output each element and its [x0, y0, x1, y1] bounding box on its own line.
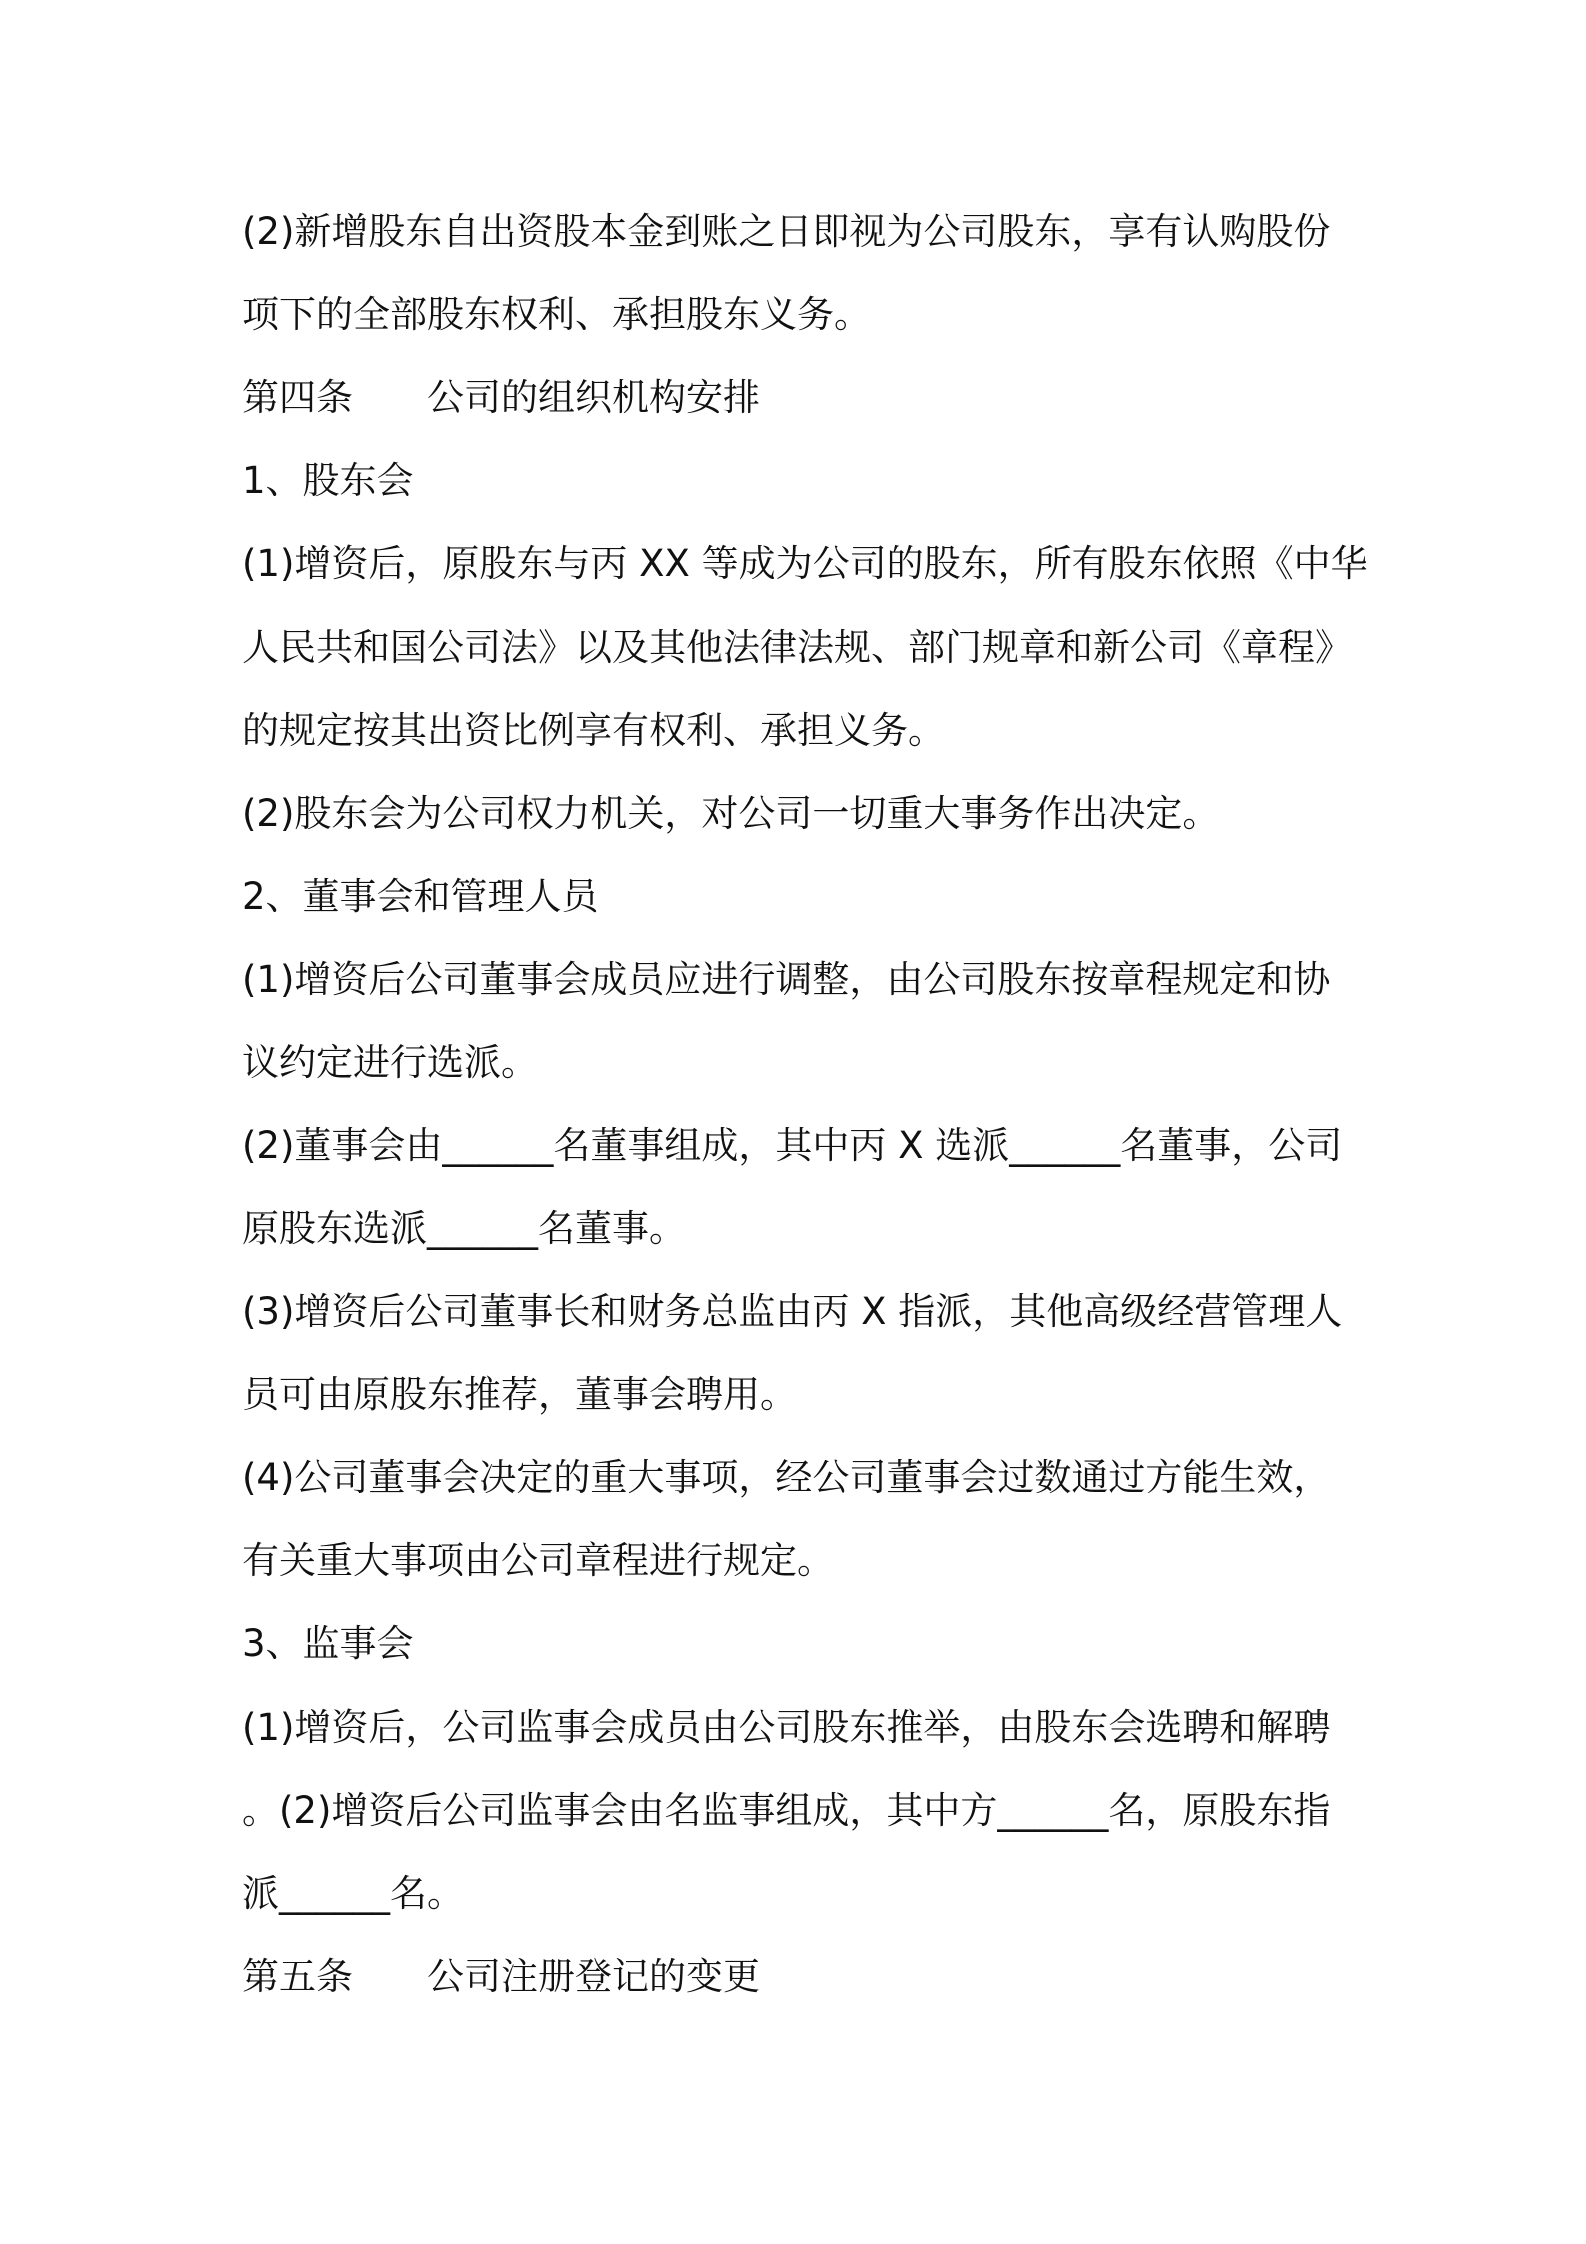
paragraph-line: (1)增资后，公司监事会成员由公司股东推举，由股东会选聘和解聘: [242, 1706, 1331, 1749]
paragraph-line: (3)增资后公司董事长和财务总监由丙 X 指派，其他高级经营管理人: [242, 1290, 1343, 1333]
paragraph-line: (1)增资后公司董事会成员应进行调整，由公司股东按章程规定和协: [242, 958, 1331, 1001]
paragraph-line: (1)增资后，原股东与丙 XX 等成为公司的股东，所有股东依照《中华: [242, 542, 1368, 585]
paragraph-line: 派______名。: [242, 1872, 464, 1915]
paragraph-line: (2)股东会为公司权力机关，对公司一切重大事务作出决定。: [242, 792, 1220, 835]
paragraph-line: (2)董事会由______名董事组成，其中丙 X 选派______名董事，公司: [242, 1124, 1343, 1167]
paragraph-line: 有关重大事项由公司章程进行规定。: [242, 1539, 834, 1582]
section-heading: 2、董事会和管理人员: [242, 875, 599, 918]
section-heading: 1、股东会: [242, 459, 414, 502]
paragraph-line: 的规定按其出资比例享有权利、承担义务。: [242, 709, 945, 752]
paragraph-line: 项下的全部股东权利、承担股东义务。: [242, 293, 871, 336]
paragraph-line: (4)公司董事会决定的重大事项，经公司董事会过数通过方能生效，: [242, 1456, 1331, 1499]
section-heading: 3、监事会: [242, 1622, 414, 1665]
paragraph-line: (2)新增股东自出资股本金到账之日即视为公司股东，享有认购股份: [242, 210, 1331, 253]
paragraph-line: 人民共和国公司法》以及其他法律法规、部门规章和新公司《章程》: [242, 626, 1352, 669]
paragraph-line: 员可由原股东推荐，董事会聘用。: [242, 1373, 797, 1416]
paragraph-line: 原股东选派______名董事。: [242, 1207, 686, 1250]
article-heading: 第四条 公司的组织机构安排: [242, 376, 760, 419]
article-heading: 第五条 公司注册登记的变更: [242, 1955, 760, 1998]
paragraph-line: 。(2)增资后公司监事会由名监事组成，其中方______名，原股东指: [242, 1789, 1331, 1832]
paragraph-line: 议约定进行选派。: [242, 1041, 538, 1084]
